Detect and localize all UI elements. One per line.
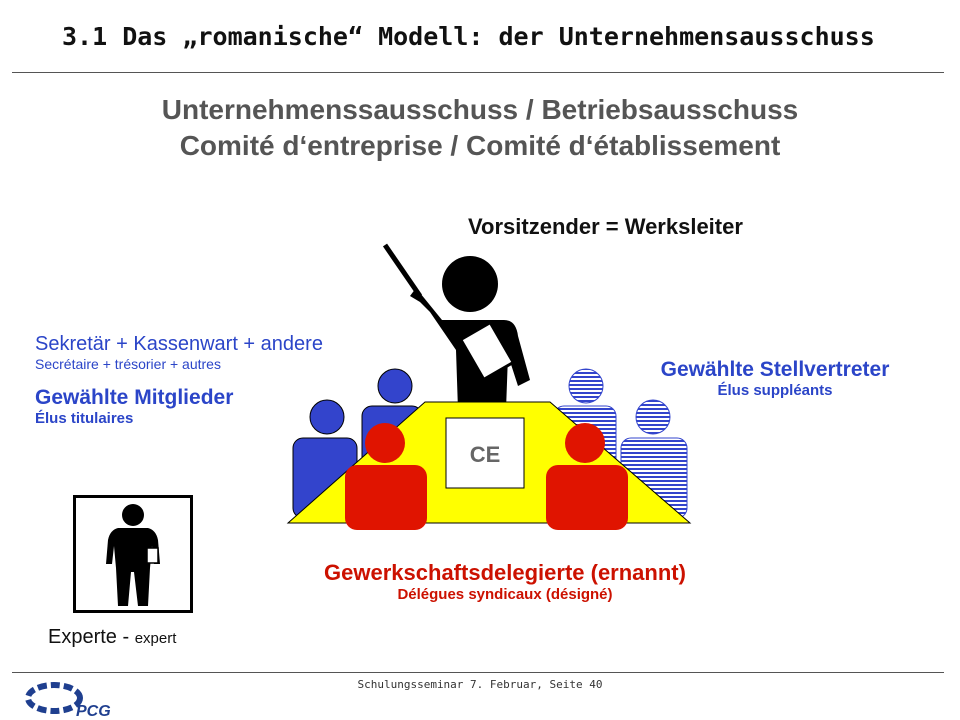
members-fr: Élus titulaires (35, 410, 134, 427)
header-divider (12, 72, 944, 73)
main-title-de: Unternehmenssausschuss / Betriebsausschuss (161, 94, 799, 125)
roles-fr: Secrétaire + trésorier + autres (35, 356, 221, 372)
main-title-fr: Comité d‘entreprise / Comité d‘établissement (179, 130, 781, 161)
table-sign: CE (469, 442, 501, 467)
union-delegates-block (260, 560, 750, 603)
roles-de: Sekretär + Kassenwart + andere (35, 333, 323, 355)
union-de: Gewerkschaftsdelegierte (ernannt) (324, 560, 686, 585)
expert-icon (76, 498, 190, 610)
deputies-fr: Élus suppléants (717, 382, 833, 399)
expert-label-de: Experte - (48, 626, 135, 648)
committee-illustration (280, 240, 700, 530)
expert-frame (73, 495, 193, 613)
union-fr: Délégues syndicaux (désigné) (397, 586, 613, 603)
footer-text: Schulungsseminar 7. Februar, Seite 40 (357, 678, 603, 691)
logo-text: PCG (76, 703, 111, 720)
deputies-de: Gewählte Stellvertreter (660, 358, 890, 381)
members-de: Gewählte Mitglieder (35, 386, 234, 409)
expert-label (48, 626, 176, 649)
footer-divider (12, 672, 944, 673)
section-title: 3.1 Das „romanische“ Modell: der Unternehmensausschuss (62, 22, 875, 51)
chair-label: Vorsitzender = Werksleiter (468, 214, 743, 239)
pcg-logo (20, 668, 120, 720)
expert-label-fr: expert (134, 630, 177, 647)
main-title (0, 92, 960, 164)
